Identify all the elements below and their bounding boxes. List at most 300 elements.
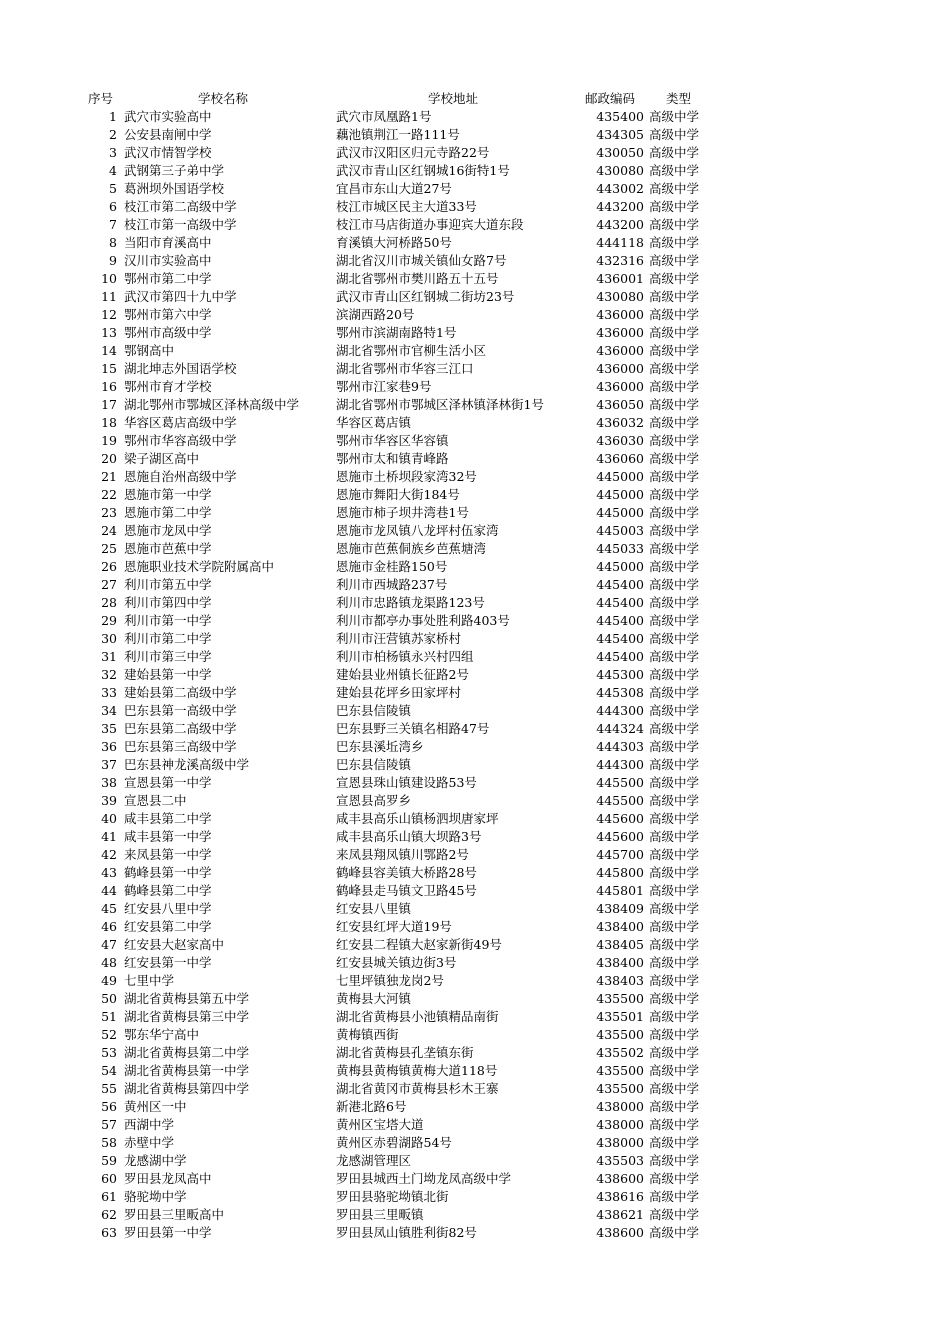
row-address: 红安县二程镇大赵家新街49号	[336, 937, 502, 952]
row-no: 44	[101, 883, 117, 898]
row-address: 红安县城关镇边街3号	[336, 955, 457, 970]
row-zip: 436000	[596, 343, 644, 358]
row-zip: 438400	[596, 955, 644, 970]
row-address: 咸丰县高乐山镇大坝路3号	[336, 829, 482, 844]
row-address: 红安县八里镇	[336, 901, 412, 916]
header-type: 类型	[666, 91, 692, 106]
row-name: 湖北坤志外国语学校	[124, 361, 237, 376]
row-type: 高级中学	[649, 1189, 700, 1204]
row-name: 罗田县三里畈高中	[124, 1207, 225, 1222]
row-no: 13	[101, 325, 117, 340]
row-no: 20	[101, 451, 117, 466]
row-zip: 445600	[596, 829, 644, 844]
row-address: 湖北省汉川市城关镇仙女路7号	[336, 253, 507, 268]
row-zip: 432316	[596, 253, 644, 268]
row-type: 高级中学	[649, 505, 700, 520]
row-no: 8	[109, 235, 117, 250]
table-row	[0, 720, 950, 738]
row-address: 武汉市青山区红钢城二街坊23号	[336, 289, 515, 304]
row-zip: 445033	[596, 541, 644, 556]
row-type: 高级中学	[649, 451, 700, 466]
row-type: 高级中学	[649, 757, 700, 772]
row-address: 鹤峰县走马镇文卫路45号	[336, 883, 477, 898]
row-no: 23	[101, 505, 117, 520]
row-name: 汉川市实验高中	[124, 253, 212, 268]
row-no: 14	[101, 343, 117, 358]
row-name: 鄂钢高中	[124, 343, 175, 358]
row-name: 咸丰县第一中学	[124, 829, 212, 844]
row-zip: 445500	[596, 775, 644, 790]
row-address: 恩施市舞阳大街184号	[336, 487, 460, 502]
row-name: 赤壁中学	[124, 1135, 175, 1150]
row-zip: 436060	[596, 451, 644, 466]
row-address: 宣恩县高罗乡	[336, 793, 412, 808]
row-type: 高级中学	[649, 721, 700, 736]
row-zip: 436001	[596, 271, 644, 286]
header-address: 学校地址	[428, 91, 479, 106]
row-name: 恩施市第二中学	[124, 505, 212, 520]
row-no: 19	[101, 433, 117, 448]
row-address: 黄梅县大河镇	[336, 991, 412, 1006]
row-type: 高级中学	[649, 163, 700, 178]
table-row	[0, 612, 950, 630]
row-no: 45	[101, 901, 117, 916]
table-row	[0, 108, 950, 126]
row-type: 高级中学	[649, 235, 700, 250]
row-name: 湖北鄂州市鄂城区泽林高级中学	[124, 397, 300, 412]
row-type: 高级中学	[649, 1117, 700, 1132]
row-type: 高级中学	[649, 253, 700, 268]
row-name: 宣恩县第一中学	[124, 775, 212, 790]
table-row	[0, 576, 950, 594]
table-row	[0, 450, 950, 468]
row-name: 湖北省黄梅县第一中学	[124, 1063, 250, 1078]
row-type: 高级中学	[649, 1045, 700, 1060]
row-no: 10	[101, 271, 117, 286]
table-row	[0, 1062, 950, 1080]
row-no: 38	[101, 775, 117, 790]
row-name: 巴东县神龙溪高级中学	[124, 757, 250, 772]
row-address: 武穴市凤凰路1号	[336, 109, 432, 124]
table-row	[0, 252, 950, 270]
table-row	[0, 792, 950, 810]
row-name: 咸丰县第二中学	[124, 811, 212, 826]
row-name: 公安县南闸中学	[124, 127, 212, 142]
table-row	[0, 954, 950, 972]
row-name: 枝江市第一高级中学	[124, 217, 237, 232]
table-row	[0, 162, 950, 180]
row-zip: 445000	[596, 469, 644, 484]
row-address: 宣恩县珠山镇建设路53号	[336, 775, 477, 790]
row-address: 红安县红坪大道19号	[336, 919, 452, 934]
row-type: 高级中学	[649, 559, 700, 574]
row-type: 高级中学	[649, 937, 700, 952]
row-no: 2	[109, 127, 117, 142]
table-row	[0, 828, 950, 846]
table-row	[0, 972, 950, 990]
table-row	[0, 360, 950, 378]
row-name: 武汉市第四十九中学	[124, 289, 237, 304]
table-row	[0, 1080, 950, 1098]
row-type: 高级中学	[649, 865, 700, 880]
row-no: 40	[101, 811, 117, 826]
row-type: 高级中学	[649, 1081, 700, 1096]
row-address: 湖北省黄冈市黄梅县杉木王寨	[336, 1081, 499, 1096]
table-row	[0, 234, 950, 252]
row-name: 利川市第三中学	[124, 649, 212, 664]
row-type: 高级中学	[649, 703, 700, 718]
row-type: 高级中学	[649, 361, 700, 376]
row-zip: 434305	[596, 127, 644, 142]
row-zip: 445801	[596, 883, 644, 898]
table-row	[0, 270, 950, 288]
row-name: 鄂州市华容高级中学	[124, 433, 237, 448]
table-row	[0, 666, 950, 684]
row-type: 高级中学	[649, 1171, 700, 1186]
row-name: 利川市第五中学	[124, 577, 212, 592]
row-zip: 438600	[596, 1171, 644, 1186]
row-zip: 436000	[596, 307, 644, 322]
row-name: 恩施市龙凤中学	[124, 523, 212, 538]
row-type: 高级中学	[649, 631, 700, 646]
row-address: 巴东县信陵镇	[336, 757, 412, 772]
row-no: 39	[101, 793, 117, 808]
row-name: 鄂州市高级中学	[124, 325, 212, 340]
row-no: 9	[109, 253, 117, 268]
table-row	[0, 810, 950, 828]
row-zip: 445400	[596, 649, 644, 664]
row-address: 湖北省鄂州市鄂城区泽林镇泽林街1号	[336, 397, 544, 412]
row-zip: 443200	[596, 217, 644, 232]
table-row	[0, 1116, 950, 1134]
row-name: 枝江市第二高级中学	[124, 199, 237, 214]
row-name: 巴东县第二高级中学	[124, 721, 237, 736]
row-no: 16	[101, 379, 117, 394]
row-type: 高级中学	[649, 217, 700, 232]
row-name: 武汉市情智学校	[124, 145, 212, 160]
row-name: 梁子湖区高中	[124, 451, 200, 466]
row-no: 46	[101, 919, 117, 934]
row-type: 高级中学	[649, 901, 700, 916]
row-zip: 444324	[596, 721, 644, 736]
row-address: 湖北省鄂州市官柳生活小区	[336, 343, 487, 358]
table-row	[0, 558, 950, 576]
table-row	[0, 126, 950, 144]
row-zip: 438621	[596, 1207, 644, 1222]
row-address: 滨湖西路20号	[336, 307, 415, 322]
table-row	[0, 1026, 950, 1044]
row-address: 恩施市土桥坝段家湾32号	[336, 469, 477, 484]
row-address: 利川市汪营镇苏家桥村	[336, 631, 462, 646]
row-name: 湖北省黄梅县第四中学	[124, 1081, 250, 1096]
row-type: 高级中学	[649, 1225, 700, 1240]
row-zip: 438403	[596, 973, 644, 988]
row-type: 高级中学	[649, 307, 700, 322]
row-address: 宜昌市东山大道27号	[336, 181, 452, 196]
table-row	[0, 1206, 950, 1224]
row-zip: 444118	[596, 235, 644, 250]
row-zip: 438000	[596, 1117, 644, 1132]
row-no: 59	[101, 1153, 117, 1168]
row-zip: 436030	[596, 433, 644, 448]
row-type: 高级中学	[649, 613, 700, 628]
row-no: 52	[101, 1027, 117, 1042]
row-no: 49	[101, 973, 117, 988]
table-row	[0, 1152, 950, 1170]
row-address: 鄂州市江家巷9号	[336, 379, 432, 394]
row-address: 华容区葛店镇	[336, 415, 412, 430]
row-name: 恩施职业技术学院附属高中	[124, 559, 275, 574]
row-name: 巴东县第一高级中学	[124, 703, 237, 718]
row-address: 湖北省鄂州市樊川路五十五号	[336, 271, 499, 286]
row-zip: 435501	[596, 1009, 644, 1024]
row-address: 罗田县凤山镇胜利街82号	[336, 1225, 477, 1240]
header-name: 学校名称	[198, 91, 249, 106]
row-address: 利川市都亭办事处胜利路403号	[336, 613, 510, 628]
row-no: 57	[101, 1117, 117, 1132]
row-no: 3	[109, 145, 117, 160]
row-no: 42	[101, 847, 117, 862]
table-row	[0, 702, 950, 720]
row-zip: 435502	[596, 1045, 644, 1060]
row-type: 高级中学	[649, 199, 700, 214]
table-row	[0, 648, 950, 666]
row-type: 高级中学	[649, 541, 700, 556]
row-type: 高级中学	[649, 181, 700, 196]
row-name: 鄂州市育才学校	[124, 379, 212, 394]
row-type: 高级中学	[649, 145, 700, 160]
row-no: 58	[101, 1135, 117, 1150]
row-no: 35	[101, 721, 117, 736]
row-address: 鹤峰县容美镇大桥路28号	[336, 865, 477, 880]
row-no: 48	[101, 955, 117, 970]
row-zip: 438405	[596, 937, 644, 952]
row-type: 高级中学	[649, 415, 700, 430]
row-name: 七里中学	[124, 973, 175, 988]
row-name: 西湖中学	[124, 1117, 175, 1132]
row-address: 鄂州市滨湖南路特1号	[336, 325, 457, 340]
row-no: 6	[109, 199, 117, 214]
row-address: 黄梅镇西街	[336, 1027, 399, 1042]
row-no: 17	[101, 397, 117, 412]
row-type: 高级中学	[649, 1153, 700, 1168]
table-row	[0, 342, 950, 360]
table-row	[0, 756, 950, 774]
table-row	[0, 882, 950, 900]
row-zip: 445003	[596, 523, 644, 538]
table-row	[0, 630, 950, 648]
table-row	[0, 684, 950, 702]
row-no: 37	[101, 757, 117, 772]
row-zip: 436050	[596, 397, 644, 412]
row-name: 红安县八里中学	[124, 901, 212, 916]
row-address: 新港北路6号	[336, 1099, 407, 1114]
row-address: 咸丰县高乐山镇杨泗坝唐家坪	[336, 811, 499, 826]
row-no: 41	[101, 829, 117, 844]
table-row	[0, 1170, 950, 1188]
row-name: 红安县大赵家高中	[124, 937, 225, 952]
row-name: 利川市第二中学	[124, 631, 212, 646]
row-zip: 445800	[596, 865, 644, 880]
table-row	[0, 396, 950, 414]
row-zip: 430080	[596, 163, 644, 178]
row-zip: 445000	[596, 559, 644, 574]
row-zip: 444303	[596, 739, 644, 754]
row-address: 罗田县骆驼坳镇北街	[336, 1189, 449, 1204]
row-zip: 438600	[596, 1225, 644, 1240]
row-name: 骆驼坳中学	[124, 1189, 187, 1204]
row-type: 高级中学	[649, 793, 700, 808]
row-type: 高级中学	[649, 289, 700, 304]
table-row	[0, 900, 950, 918]
table-row	[0, 306, 950, 324]
row-zip: 445400	[596, 631, 644, 646]
row-type: 高级中学	[649, 955, 700, 970]
row-name: 利川市第一中学	[124, 613, 212, 628]
row-name: 红安县第二中学	[124, 919, 212, 934]
row-type: 高级中学	[649, 811, 700, 826]
row-name: 红安县第一中学	[124, 955, 212, 970]
row-type: 高级中学	[649, 397, 700, 412]
row-no: 34	[101, 703, 117, 718]
row-address: 来凤县翔凤镇川鄂路2号	[336, 847, 469, 862]
table-row	[0, 1098, 950, 1116]
row-name: 龙感湖中学	[124, 1153, 187, 1168]
table-row	[0, 1044, 950, 1062]
row-type: 高级中学	[649, 343, 700, 358]
row-zip: 436000	[596, 361, 644, 376]
row-zip: 445700	[596, 847, 644, 862]
row-no: 56	[101, 1099, 117, 1114]
row-zip: 435500	[596, 991, 644, 1006]
row-no: 18	[101, 415, 117, 430]
row-no: 60	[101, 1171, 117, 1186]
row-no: 29	[101, 613, 117, 628]
row-name: 恩施市芭蕉中学	[124, 541, 212, 556]
row-type: 高级中学	[649, 775, 700, 790]
row-address: 鄂州市太和镇青峰路	[336, 451, 449, 466]
row-no: 5	[109, 181, 117, 196]
row-zip: 436032	[596, 415, 644, 430]
row-name: 湖北省黄梅县第五中学	[124, 991, 250, 1006]
row-no: 33	[101, 685, 117, 700]
row-name: 当阳市育溪高中	[124, 235, 212, 250]
table-row	[0, 1134, 950, 1152]
table-row	[0, 540, 950, 558]
row-name: 建始县第二高级中学	[124, 685, 237, 700]
row-zip: 445600	[596, 811, 644, 826]
row-no: 54	[101, 1063, 117, 1078]
row-address: 黄梅县黄梅镇黄梅大道118号	[336, 1063, 498, 1078]
row-name: 鄂东华宁高中	[124, 1027, 200, 1042]
row-address: 利川市忠路镇龙渠路123号	[336, 595, 485, 610]
row-zip: 445000	[596, 505, 644, 520]
row-type: 高级中学	[649, 577, 700, 592]
row-no: 31	[101, 649, 117, 664]
row-zip: 445300	[596, 667, 644, 682]
row-zip: 435400	[596, 109, 644, 124]
row-no: 36	[101, 739, 117, 754]
row-no: 7	[109, 217, 117, 232]
row-no: 43	[101, 865, 117, 880]
row-name: 华容区葛店高级中学	[124, 415, 237, 430]
table-row	[0, 1188, 950, 1206]
table-row	[0, 198, 950, 216]
row-name: 恩施自治州高级中学	[124, 469, 237, 484]
row-address: 黄州区宝塔大道	[336, 1117, 424, 1132]
row-name: 鄂州市第二中学	[124, 271, 212, 286]
row-name: 鄂州市第六中学	[124, 307, 212, 322]
row-zip: 430050	[596, 145, 644, 160]
row-address: 湖北省黄梅县小池镇精品南街	[336, 1009, 499, 1024]
row-no: 4	[109, 163, 117, 178]
row-zip: 445400	[596, 613, 644, 628]
table-row	[0, 324, 950, 342]
row-zip: 445000	[596, 487, 644, 502]
row-no: 61	[101, 1189, 117, 1204]
table-row	[0, 468, 950, 486]
row-no: 21	[101, 469, 117, 484]
row-address: 育溪镇大河桥路50号	[336, 235, 452, 250]
row-name: 巴东县第三高级中学	[124, 739, 237, 754]
row-type: 高级中学	[649, 685, 700, 700]
row-type: 高级中学	[649, 739, 700, 754]
row-zip: 444300	[596, 757, 644, 772]
row-type: 高级中学	[649, 469, 700, 484]
row-zip: 435500	[596, 1027, 644, 1042]
table-row	[0, 864, 950, 882]
row-no: 26	[101, 559, 117, 574]
row-no: 47	[101, 937, 117, 952]
row-address: 巴东县信陵镇	[336, 703, 412, 718]
row-address: 巴东县野三关镇名相路47号	[336, 721, 490, 736]
row-zip: 443200	[596, 199, 644, 214]
row-no: 30	[101, 631, 117, 646]
row-address: 枝江市城区民主大道33号	[336, 199, 477, 214]
row-zip: 445400	[596, 595, 644, 610]
table-row	[0, 936, 950, 954]
row-address: 湖北省鄂州市华容三江口	[336, 361, 474, 376]
row-type: 高级中学	[649, 433, 700, 448]
header-no: 序号	[88, 91, 114, 106]
row-name: 利川市第四中学	[124, 595, 212, 610]
table-row	[0, 432, 950, 450]
row-name: 罗田县第一中学	[124, 1225, 212, 1240]
header-zip: 邮政编码	[585, 91, 636, 106]
row-no: 28	[101, 595, 117, 610]
row-type: 高级中学	[649, 379, 700, 394]
row-no: 50	[101, 991, 117, 1006]
row-type: 高级中学	[649, 325, 700, 340]
row-name: 黄州区一中	[124, 1099, 187, 1114]
row-zip: 436000	[596, 325, 644, 340]
row-name: 鹤峰县第一中学	[124, 865, 212, 880]
row-name: 恩施市第一中学	[124, 487, 212, 502]
table-row	[0, 846, 950, 864]
row-address: 龙感湖管理区	[336, 1153, 412, 1168]
row-type: 高级中学	[649, 271, 700, 286]
row-no: 15	[101, 361, 117, 376]
table-row	[0, 594, 950, 612]
table-row	[0, 990, 950, 1008]
table-row	[0, 1224, 950, 1242]
row-zip: 435503	[596, 1153, 644, 1168]
row-zip: 445500	[596, 793, 644, 808]
row-address: 湖北省黄梅县孔垄镇东街	[336, 1045, 474, 1060]
row-type: 高级中学	[649, 109, 700, 124]
row-address: 罗田县三里畈镇	[336, 1207, 424, 1222]
row-address: 建始县业州镇长征路2号	[336, 667, 469, 682]
